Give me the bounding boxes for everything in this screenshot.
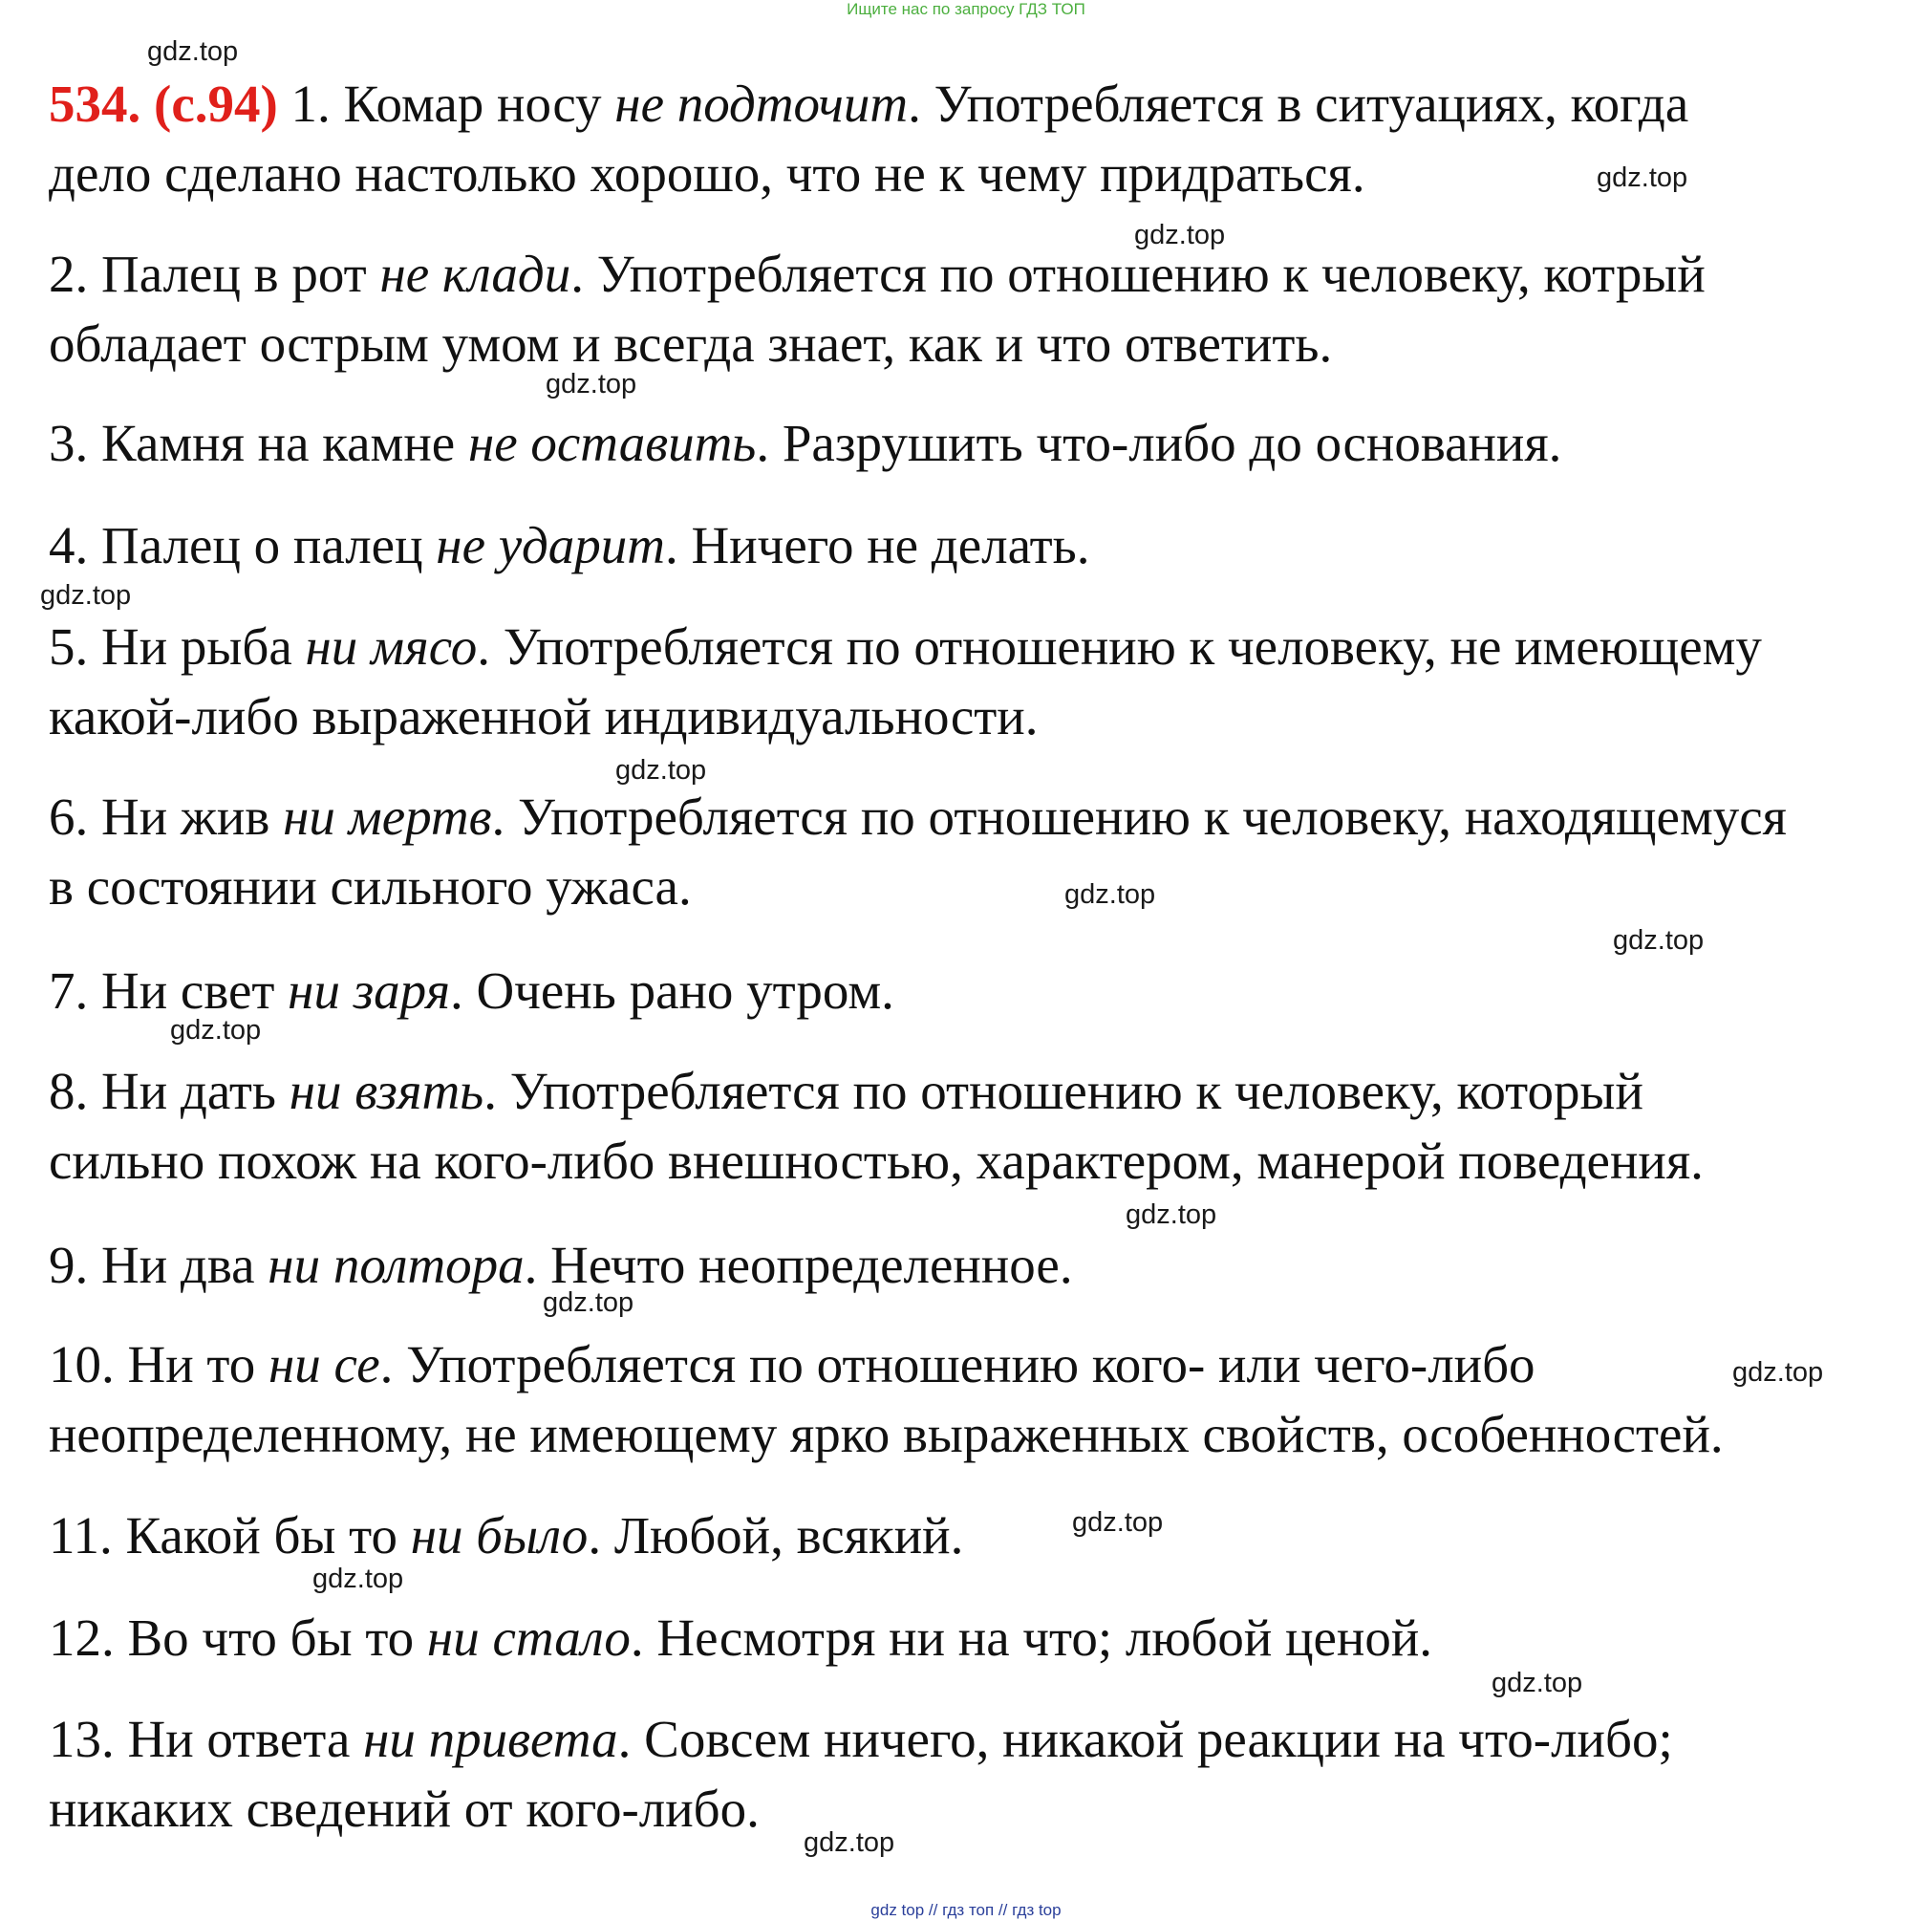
item-6-line-2: в состоянии сильного ужаса.	[49, 857, 692, 916]
watermark: gdz.top	[40, 580, 132, 611]
item-2-line-1: 2. Палец в рот не клади. Употребляется по отношению к человеку, котрый	[49, 245, 1706, 303]
watermark: gdz.top	[615, 755, 707, 786]
watermark: gdz.top	[1126, 1199, 1217, 1230]
item-10-line-2: неопределенному, не имеющему ярко выраженных свойств, особенностей.	[49, 1405, 1724, 1463]
item-9	[49, 1230, 1921, 1300]
item-10-line-1: 10. Ни то ни се. Употребляется по отношению кого- или чего-либо	[49, 1335, 1535, 1393]
item-12	[49, 1603, 1921, 1673]
item-13	[49, 1704, 1921, 1844]
item-10	[49, 1329, 1921, 1469]
watermark: gdz.top	[1064, 879, 1156, 910]
item-12-line-1: 12. Во что бы то ни стало. Несмотря ни на что; любой ценой.	[49, 1608, 1433, 1667]
watermark: gdz.top	[546, 369, 637, 399]
watermark: gdz.top	[1072, 1507, 1164, 1538]
item-7-line-1: 7. Ни свет ни заря. Очень рано утром.	[49, 961, 894, 1020]
item-13-line-1: 13. Ни ответа ни привета. Совсем ничего, никакой реакции на что-либо;	[49, 1710, 1673, 1768]
item-13-line-2: никаких сведений от кого-либо.	[49, 1780, 760, 1838]
watermark: gdz.top	[543, 1287, 634, 1318]
watermark: gdz.top	[1613, 925, 1705, 956]
item-7	[49, 956, 1921, 1025]
item-4-line-1: 4. Палец о палец не ударит. Ничего не делать.	[49, 516, 1090, 574]
item-3	[49, 408, 1921, 478]
item-5-line-2: какой-либо выраженной индивидуальности.	[49, 687, 1039, 745]
watermark: gdz.top	[1732, 1357, 1824, 1388]
watermark: gdz.top	[1134, 220, 1226, 250]
item-2	[49, 239, 1921, 378]
item-5-line-1: 5. Ни рыба ни мясо. Употребляется по отношению к человеку, не имеющему	[49, 617, 1762, 676]
item-6-line-1: 6. Ни жив ни мертв. Употребляется по отношению к человеку, находящемуся	[49, 788, 1787, 846]
search-banner: Ищите нас по запросу ГДЗ ТОП	[847, 0, 1085, 18]
item-2-line-2: обладает острым умом и всегда знает, как и что ответить.	[49, 314, 1333, 373]
watermark: gdz.top	[1492, 1668, 1583, 1698]
watermark: gdz.top	[804, 1827, 895, 1858]
item-9-line-1: 9. Ни два ни полтора. Нечто неопределенное.	[49, 1236, 1073, 1294]
item-8	[49, 1056, 1921, 1196]
footer-links: gdz top // гдз топ // гдз top	[870, 1901, 1062, 1919]
watermark: gdz.top	[170, 1015, 262, 1046]
watermark: gdz.top	[312, 1564, 404, 1594]
item-5	[49, 612, 1921, 751]
item-1-line-2: дело сделано настолько хорошо, что не к чему придраться.	[49, 144, 1365, 203]
item-8-line-1: 8. Ни дать ни взять. Употребляется по отношению к человеку, который	[49, 1062, 1643, 1120]
watermark: gdz.top	[1597, 162, 1688, 193]
item-6	[49, 782, 1921, 921]
item-1-line-1: 534. (с.94) 1. Комар носу не подточит. Употребляется в ситуациях, когда	[49, 75, 1689, 133]
task-page-ref: (с.94)	[154, 75, 278, 133]
item-11	[49, 1500, 1921, 1570]
item-11-line-1: 11. Какой бы то ни было. Любой, всякий.	[49, 1506, 964, 1565]
watermark: gdz.top	[147, 36, 239, 67]
task-number: 534.	[49, 75, 141, 133]
item-3-line-1: 3. Камня на камне не оставить. Разрушить что-либо до основания.	[49, 414, 1562, 472]
item-8-line-2: сильно похож на кого-либо внешностью, характером, манерой поведения.	[49, 1132, 1704, 1190]
item-4	[49, 510, 1921, 580]
